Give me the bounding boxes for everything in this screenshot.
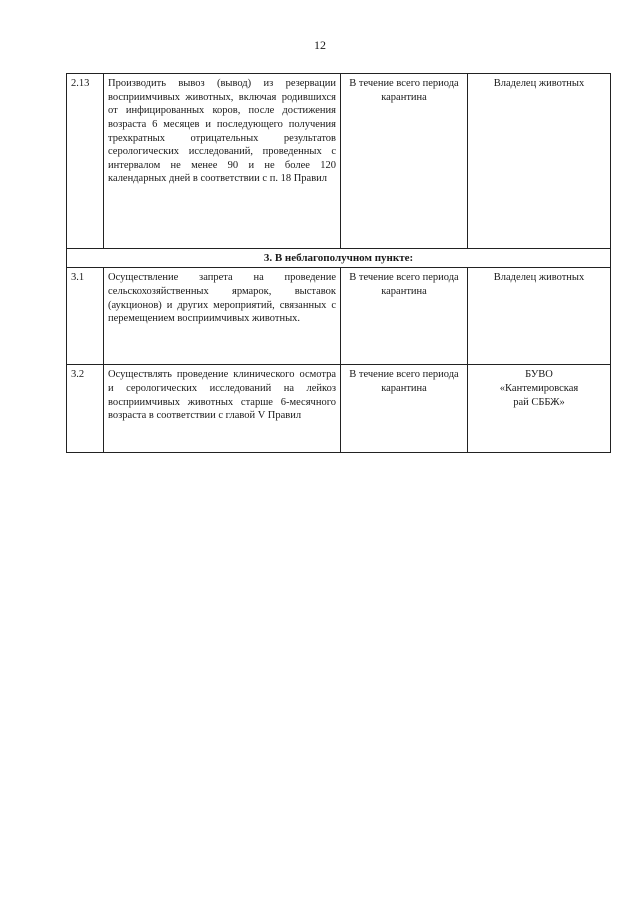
measure-term: В течение всего периода карантина bbox=[341, 365, 468, 453]
measure-description: Осуществлять проведение клинического осмотра и серологических исследований на лейкоз восприимчивых животных старше 6-месячного возраста в соответствии с главой V Правил bbox=[104, 365, 341, 453]
table-row bbox=[67, 74, 611, 249]
responsible-line: рай СББЖ» bbox=[513, 396, 565, 408]
table-row bbox=[67, 365, 611, 453]
responsible-line: «Кантемировская bbox=[499, 382, 579, 394]
measure-term: В течение всего периода карантина bbox=[341, 74, 468, 249]
page-number: 12 bbox=[314, 38, 326, 52]
measure-description: Производить вывоз (вывод) из резервации восприимчивых животных, включая родившихся от инфицированных коров, после достижения возраста 6 месяцев и последующего получения трехкратных отрицательных результатов серологических исследований, проведенных с интервалом не менее 90 и не более 120 календарных дней в соответствии с п. 18 Правил bbox=[104, 74, 341, 249]
responsible-line: БУВО bbox=[525, 369, 553, 381]
measure-description: Осуществление запрета на проведение сельскохозяйственных ярмарок, выставок (аукционов) и других мероприятий, связанных с перемещением восприимчивых животных. bbox=[104, 268, 341, 365]
row-number: 2.13 bbox=[67, 74, 104, 249]
section-title: 3. В неблагополучном пункте: bbox=[67, 249, 611, 268]
row-number: 3.1 bbox=[67, 268, 104, 365]
measure-responsible bbox=[468, 365, 611, 453]
measure-responsible: Владелец животных bbox=[468, 268, 611, 365]
measures-table bbox=[66, 73, 611, 453]
row-number: 3.2 bbox=[67, 365, 104, 453]
measure-term: В течение всего периода карантина bbox=[341, 268, 468, 365]
section-header-row bbox=[67, 249, 611, 268]
measure-responsible: Владелец животных bbox=[468, 74, 611, 249]
table-row bbox=[67, 268, 611, 365]
